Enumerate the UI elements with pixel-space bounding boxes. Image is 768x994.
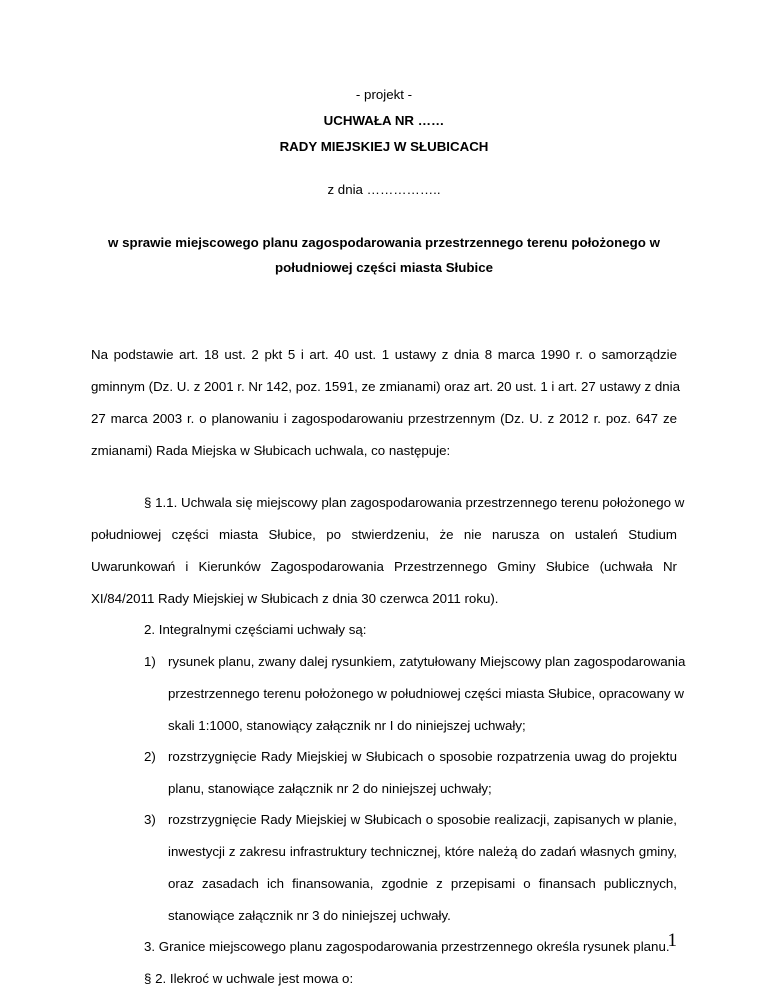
section1-p1-line-4: XI/84/2011 Rady Miejskiej w Słubicach z dnia 30 czerwca 2011 roku).: [91, 591, 499, 606]
resolution-number: UCHWAŁA NR ……: [323, 113, 445, 128]
list-item-line: oraz zasadach ich finansowania, zgodnie z przepisami o finansach publicznych,: [168, 876, 677, 891]
list-item-line: stanowiące załącznik nr 3 do niniejszej uchwały.: [168, 908, 451, 923]
list-item-line: rozstrzygnięcie Rady Miejskiej w Słubicach o sposobie realizacji, zapisanych w planie,: [168, 812, 677, 827]
section1-p1-line-2: południowej części miasta Słubice, po stwierdzeniu, że nie narusza on ustaleń Studium: [91, 527, 677, 542]
subject-line-1: w sprawie miejscowego planu zagospodarowania przestrzennego terenu położonego w: [108, 235, 660, 250]
preamble-line-4: zmianami) Rada Miejska w Słubicach uchwala, co następuje:: [91, 443, 451, 458]
list-item-line: rysunek planu, zwany dalej rysunkiem, zatytułowany Miejscowy plan zagospodarowania: [168, 654, 686, 669]
list-item-line: inwestycji z zakresu infrastruktury technicznej, które należą do zadań własnych gminy,: [168, 844, 677, 859]
preamble-line-3: 27 marca 2003 r. o planowaniu i zagospodarowaniu przestrzennym (Dz. U. z 2012 r. poz. 647 ze: [91, 411, 677, 426]
subject-line-2: południowej części miasta Słubice: [275, 260, 493, 275]
preamble-line-2: gminnym (Dz. U. z 2001 r. Nr 142, poz. 1591, ze zmianami) oraz art. 20 ust. 1 i art. 27 ustawy z dnia: [91, 379, 681, 394]
list-item-number: 1): [144, 654, 156, 669]
council-name: RADY MIEJSKIEJ W SŁUBICACH: [279, 139, 489, 154]
project-label: - projekt -: [355, 87, 413, 102]
list-item-line: skali 1:1000, stanowiący załącznik nr I do niniejszej uchwały;: [168, 718, 526, 733]
preamble-line-1: Na podstawie art. 18 ust. 2 pkt 5 i art. 40 ust. 1 ustawy z dnia 8 marca 1990 r. o samorządzie: [91, 347, 677, 362]
list-item-line: planu, stanowiące załącznik nr 2 do niniejszej uchwały;: [168, 781, 492, 796]
list-item-line: przestrzennego terenu położonego w południowej części miasta Słubice, opracowany w: [168, 686, 684, 701]
section1-p2: 2. Integralnymi częściami uchwały są:: [144, 622, 367, 637]
date-line: z dnia ……………..: [327, 182, 441, 197]
section2-intro: § 2. Ilekroć w uchwale jest mowa o:: [144, 971, 354, 986]
list-item-number: 3): [144, 812, 156, 827]
section1-p3: 3. Granice miejscowego planu zagospodarowania przestrzennego określa rysunek planu.: [144, 939, 670, 954]
section1-p1-line-1: § 1.1. Uchwala się miejscowy plan zagospodarowania przestrzennego terenu położonego w: [144, 495, 685, 510]
page-number: 1: [667, 930, 677, 951]
list-item-number: 2): [144, 749, 156, 764]
section1-p1-line-3: Uwarunkowań i Kierunków Zagospodarowania Przestrzennego Gminy Słubice (uchwała Nr: [91, 559, 677, 574]
list-item-line: rozstrzygnięcie Rady Miejskiej w Słubicach o sposobie rozpatrzenia uwag do projektu: [168, 749, 677, 764]
